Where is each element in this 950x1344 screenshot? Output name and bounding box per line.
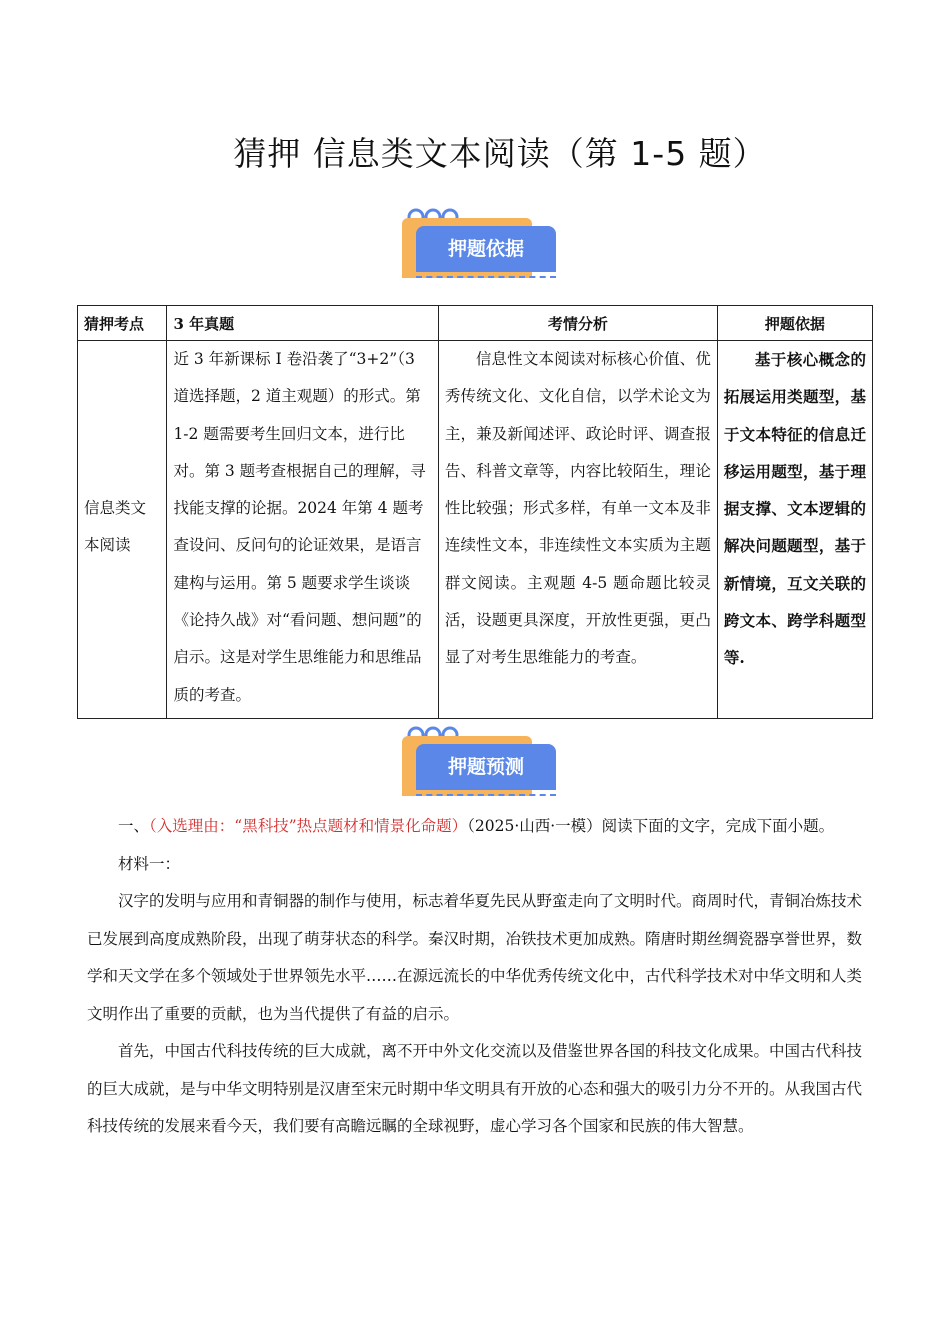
badge-label: 押题依据 (416, 226, 556, 272)
question-number: 一、 (118, 817, 150, 835)
basis-badge (402, 204, 572, 290)
material-label: 材料一： (118, 854, 181, 873)
exam-analysis-table (77, 305, 873, 719)
table-row (78, 341, 873, 719)
header-analysis: 考情分析 (438, 306, 717, 341)
question-section (87, 808, 862, 1146)
predict-badge (402, 722, 572, 808)
header-kaodian: 猜押考点 (78, 306, 167, 341)
badge-label: 押题预测 (416, 744, 556, 790)
cell-zhenti: 近 3 年新课标 I 卷沿袭了“3+2”（3 道选择题，2 道主观题）的形式。第 1-2 题需要考生回归文本，进行比对。第 3 题考查根据自己的理解，寻找能支撑的论据。2024 年第 4 题考查设问、反问句的论证效果，是语言建构与运用。第 5 题要求学生谈谈《论持久战》对“看问题、想问题”的启示。这是对学生思维能力和思维品质的考查。 (167, 341, 438, 719)
page-title: 猜押 信息类文本阅读（第 1-5 题） (233, 134, 767, 173)
cell-basis: 基于核心概念的拓展运用类题型，基于文本特征的信息迁移运用题型，基于理据支撑、文本逻辑的解决问题题型，基于新情境，互文关联的跨文本、跨学科题型等. (717, 341, 872, 719)
selection-reason: （入选理由：“黑科技”热点题材和情景化命题） (149, 817, 468, 835)
question-intro (87, 808, 862, 846)
paragraph: 首先，中国古代科技传统的巨大成就，离不开中外文化交流以及借鉴世界各国的科技文化成果。中国古代科技的巨大成就，是与中华文明特别是汉唐至宋元时期中华文明具有开放的心态和强大的吸引力分不开的。从我国古代科技传统的发展来看今天，我们要有高瞻远瞩的全球视野，虚心学习各个国家和民族的伟大智慧。 (87, 1042, 863, 1135)
question-source: （2025·山西·一模）阅读下面的文字，完成下面小题。 (467, 817, 835, 835)
cell-analysis: 信息性文本阅读对标核心价值、优秀传统文化、文化自信，以学术论文为主，兼及新闻述评、政论时评、调查报告、科普文章等，内容比较陌生，理论性比较强；形式多样，有单一文本及非连续性文本，非连续性文本实质为主题群文阅读。主观题 4-5 题命题比较灵活，设题更具深度，开放性更强，更凸显了对考生思维能力的考查。 (438, 341, 717, 719)
paragraph: 汉字的发明与应用和青铜器的制作与使用，标志着华夏先民从野蛮走向了文明时代。商周时代，青铜冶炼技术已发展到高度成熟阶段，出现了萌芽状态的科学。秦汉时期，冶铁技术更加成熟。隋唐时期丝绸瓷器享誉世界，数学和天文学在多个领域处于世界领先水平……在源远流长的中华优秀传统文化中，古代科学技术对中华文明和人类文明作出了重要的贡献，也为当代提供了有益的启示。 (87, 892, 863, 1023)
header-basis: 押题依据 (717, 306, 872, 341)
cell-kaodian: 信息类文本阅读 (78, 341, 167, 719)
header-zhenti: 3 年真题 (167, 306, 438, 341)
table-header-row (78, 306, 873, 341)
